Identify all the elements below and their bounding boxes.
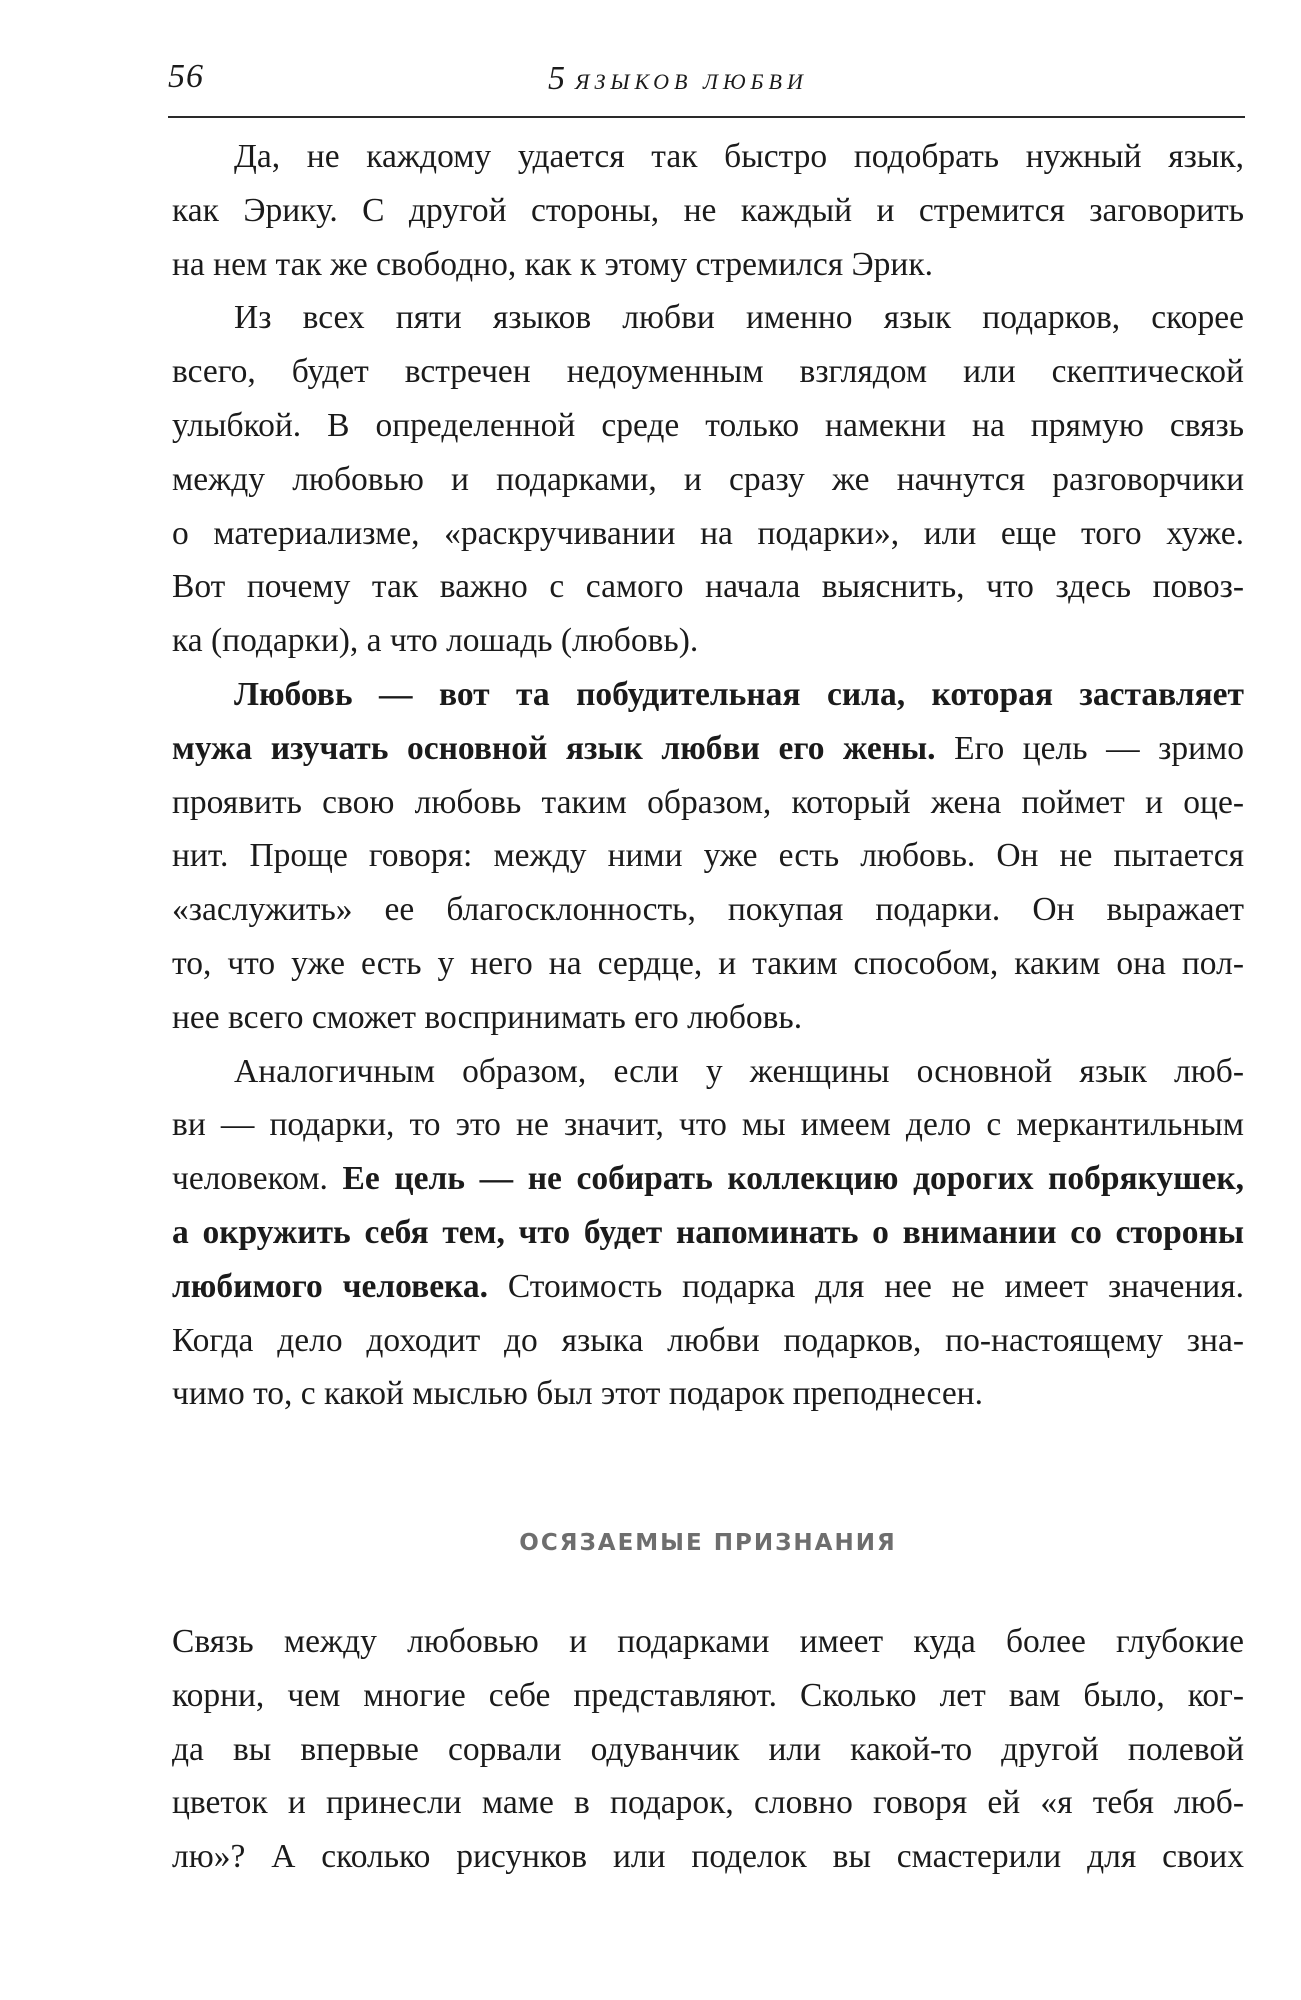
text-line: ка (подарки), а что лошадь (любовь). <box>172 622 699 660</box>
bold-text: Ее цель — не собирать коллекцию дорогих побрякушек, <box>342 1160 1245 1198</box>
paragraph-1 <box>172 130 1244 291</box>
text-line <box>172 1206 1244 1260</box>
text-line: о материализме, «раскручивании на подарки», или еще того хуже. <box>172 514 1244 552</box>
plain-text: Стоимость подарка для нее не имеет значения. <box>487 1267 1244 1305</box>
text-line: проявить свою любовь таким образом, который жена поймет и оце- <box>172 783 1244 821</box>
page-header <box>168 58 1245 118</box>
bold-text: а окружить себя тем, что будет напоминать о внимании со стороны <box>172 1213 1244 1251</box>
text-line: улыбкой. В определенной среде только намекни на прямую связь <box>172 406 1244 444</box>
text-line <box>172 668 1244 722</box>
text-line: Из всех пяти языков любви именно язык подарков, скорее <box>234 299 1244 337</box>
text-line <box>172 722 1244 776</box>
body-text <box>172 130 1244 1421</box>
bold-text: Любовь — вот та побудительная сила, которая заставляет <box>234 675 1244 713</box>
text-line: лю»? А сколько рисунков или поделок вы смастерили для своих <box>172 1838 1244 1876</box>
text-line: «заслужить» ее благосклонность, покупая подарки. Он выражает <box>172 891 1244 929</box>
text-line <box>172 1152 1244 1206</box>
text-line: между любовью и подарками, и сразу же начнутся разговорчики <box>172 460 1244 498</box>
text-line: Да, не каждому удается так быстро подобрать нужный язык, <box>234 138 1244 175</box>
text-line <box>172 1260 1244 1314</box>
text-line: Связь между любовью и подарками имеет куда более глубокие <box>172 1623 1244 1660</box>
paragraph-3 <box>172 668 1244 1045</box>
bold-text: мужа изучать основной язык любви его жены. <box>172 729 936 767</box>
text-line: да вы впервые сорвали одуванчик или какой-то другой полевой <box>172 1730 1244 1768</box>
text-line: ви — подарки, то это не значит, что мы имеем дело с меркантильным <box>172 1106 1244 1144</box>
text-line: нее всего сможет воспринимать его любовь. <box>172 998 803 1036</box>
paragraph-2 <box>172 291 1244 668</box>
plain-text: Его цель — зримо <box>935 729 1244 767</box>
text-line: Вот почему так важно с самого начала выяснить, что здесь повоз- <box>172 568 1244 606</box>
text-line: как Эрику. С другой стороны, не каждый и стремится заговорить <box>172 191 1244 229</box>
text-line: то, что уже есть у него на сердце, и таким способом, каким она пол- <box>172 944 1244 982</box>
section-text <box>172 1615 1244 1884</box>
page-number: 56 <box>168 58 204 95</box>
paragraph-4 <box>172 1045 1244 1422</box>
running-title <box>548 60 808 98</box>
paragraph-5 <box>172 1615 1244 1884</box>
running-title-text: ЯЗЫКОВ ЛЮБВИ <box>575 69 808 94</box>
text-line: корни, чем многие себе представляют. Сколько лет вам было, ког- <box>172 1676 1244 1714</box>
text-line: чимо то, с какой мыслью был этот подарок преподнесен. <box>172 1375 983 1413</box>
text-line: на нем так же свободно, как к этому стремился Эрик. <box>172 245 933 283</box>
text-line: нит. Проще говоря: между ними уже есть любовь. Он не пытается <box>172 837 1244 875</box>
text-line: всего, будет встречен недоуменным взглядом или скептической <box>172 353 1244 391</box>
section-heading: ОСЯЗАЕМЫЕ ПРИЗНАНИЯ <box>519 1530 897 1556</box>
plain-text: человеком. <box>172 1160 343 1198</box>
bold-text: любимого человека. <box>172 1267 488 1305</box>
text-line: Аналогичным образом, если у женщины основной язык люб- <box>234 1052 1244 1090</box>
running-title-number: 5 <box>548 60 567 97</box>
text-line: цветок и принесли маме в подарок, словно говоря ей «я тебя люб- <box>172 1784 1244 1822</box>
text-line: Когда дело доходит до языка любви подарков, по-настоящему зна- <box>172 1321 1244 1359</box>
